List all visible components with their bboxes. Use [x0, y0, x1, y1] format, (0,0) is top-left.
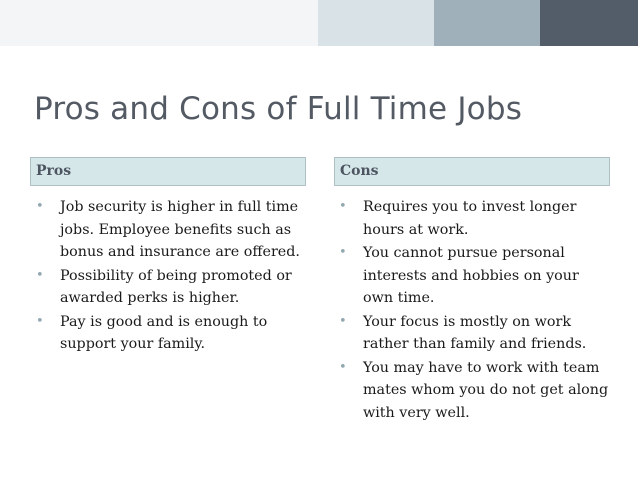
decorative-top-bar [0, 0, 638, 46]
pros-heading: Pros [30, 157, 306, 186]
top-bar-segment [318, 0, 434, 46]
list-item [339, 311, 609, 356]
bullet-icon: • [339, 199, 347, 214]
cons-heading: Cons [334, 157, 610, 186]
list-item-text: You may have to work with team mates whom you do not get along with very well. [363, 359, 609, 421]
bullet-icon: • [36, 199, 44, 214]
top-bar-segment [0, 0, 318, 46]
list-item-text: Job security is higher in full time jobs. Employee benefits such as bonus and insurance are offered. [60, 199, 300, 260]
list-item-text: Pay is good and is enough to support your family. [60, 313, 268, 352]
list-item-text: Your focus is mostly on work rather than family and friends. [363, 313, 587, 352]
top-bar-segment [434, 0, 540, 46]
cons-list [339, 196, 609, 425]
list-item [36, 311, 304, 356]
list-item-text: Requires you to invest longer hours at work. [363, 199, 577, 238]
list-item-text: Possibility of being promoted or awarded perks is higher. [60, 267, 292, 306]
bullet-icon: • [36, 313, 44, 329]
bullet-icon: • [339, 359, 347, 375]
bullet-icon: • [339, 313, 347, 329]
bullet-icon: • [339, 245, 347, 260]
list-item [36, 265, 304, 310]
list-item [339, 357, 609, 425]
slide-title: Pros and Cons of Full Time Jobs [34, 91, 523, 127]
pros-list [36, 196, 304, 357]
list-item [339, 196, 609, 241]
top-bar-segment [540, 0, 638, 46]
list-item [36, 196, 304, 264]
list-item [339, 242, 609, 310]
list-item-text: You cannot pursue personal interests and hobbies on your own time. [363, 245, 579, 306]
bullet-icon: • [36, 267, 44, 283]
